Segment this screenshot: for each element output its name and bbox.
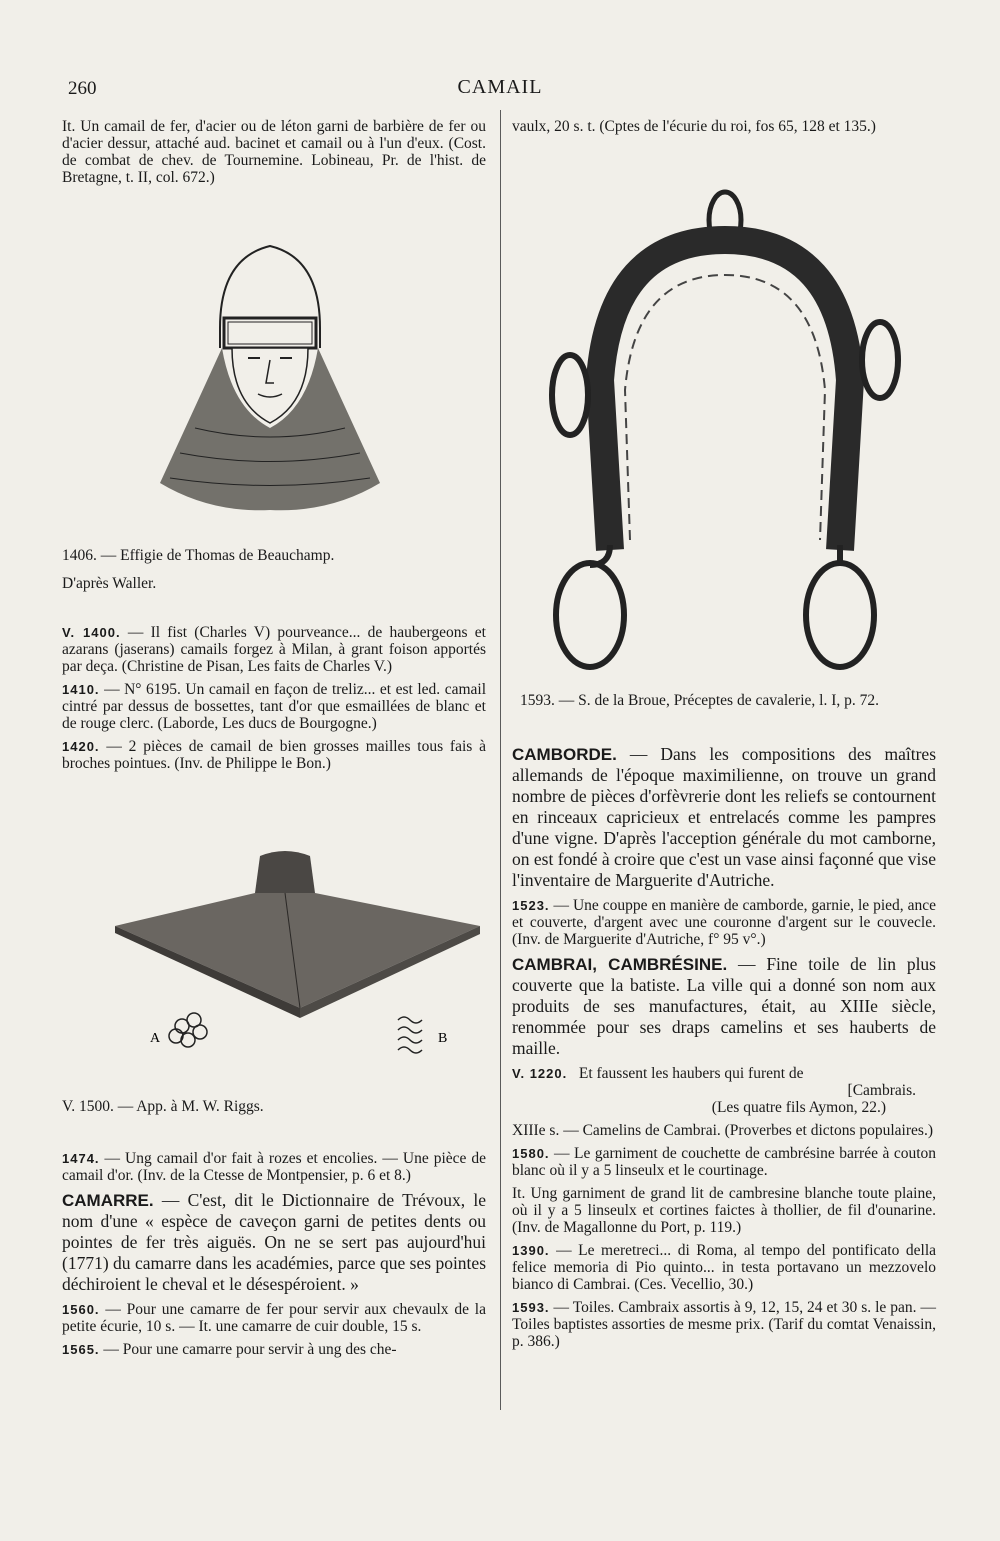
right-caption [520,692,944,715]
running-head: CAMAIL [457,76,543,98]
entry-1410 [62,681,486,732]
entry-text: — Toiles. Cambraix assortis à 9, 12, 15, 24 et 30 s. le pan. — Toiles baptistes assorties de mesme prix. (Tarif du comtat Venaissin, p. 386.) [512,1299,937,1350]
left-entries-1 [62,624,486,778]
entry-1420 [62,738,486,772]
entry-text: — Il fist (Charles V) pourveance... de haubergeons et azarans (jaserans) camails forgez à Milan, à grant foison apportés par deça. (Christine de Pisan, Les faits de Charles V.) [62,624,486,675]
figure-caption-effigy: 1406. — Effigie de Thomas de Beauchamp. [62,547,335,564]
figure-camarre [530,180,930,680]
paragraph-continuation: vaulx, 20 s. t. (Cptes de l'écurie du roi, fos 65, 128 et 135.) [512,118,876,135]
entry-text: — Pour une camarre pour servir à ung des che- [103,1341,397,1358]
entry-year: 1410. [62,682,100,697]
article-text: — Dans les compositions des maîtres allemands de l'époque maximilienne, on trouve un grand nombre de pièces d'orfèvrerie dont les reliefs se contournent en rinceaux capricieux et entrelacés comme les pampres d'une vigne. D'après l'acception générale du mot camborne, on est fondé à croire que c'est un vase ainsi façonné que vise l'inventaire de Marguerite d'Autriche. [512,744,937,890]
entry-1400 [62,624,486,675]
entry-year: 1580. [512,1146,550,1161]
entry-1390 [512,1242,936,1293]
article-camborde [512,744,936,891]
entry-13th-century: XIIIe s. — Camelins de Cambrai. (Proverbes et dictons populaires.) [512,1122,933,1139]
figure-label-a: A [150,1031,161,1046]
article-text: — C'est, dit le Dictionnaire de Trévoux, le nom d'une « espèce de caveçon garni de petites dents ou pointes de fer très aiguës. On ne se sert pas aujourd'hui (1771) du camarre dans les académies, parce que ses pointes déchiroient le cheval et le désespéroient. » [62,1190,487,1294]
entry-year: 1593. [512,1300,550,1315]
right-entries [512,744,936,1356]
figure-camail [110,838,490,1068]
entry-year: 1390. [512,1243,550,1258]
verse-source: (Les quatre fils Aymon, 22.) [711,1099,886,1116]
figure-effigy [150,238,390,518]
entry-text: — Le garniment de couchette de cambrésine barrée à couton blanc où il y a 5 linseulx et le courtinage. [512,1145,937,1179]
figure-caption-camail: V. 1500. — App. à M. W. Riggs. [62,1098,264,1115]
entry-text: — Le meretreci... di Roma, al tempo del pontificato della felice memoria di Pio quinto... in testa portavano un mezzovelo bianco di Cambrai. (Ces. Vecellio, 30.) [512,1242,937,1293]
entry-text: — Ung camail d'or fait à rozes et encolies. — Une pièce de camail d'or. (Inv. de la Ctesse de Montpensier, p. 6 et 8.) [62,1150,487,1184]
entry-1560 [62,1301,486,1335]
entry-1565 [62,1341,486,1358]
column-rule [500,110,501,1410]
page-number: 260 [68,78,97,99]
entry-year: 1474. [62,1151,100,1166]
camail-illustration [110,838,490,1068]
entry-1580 [512,1145,936,1179]
verse-line-1: Et faussent les haubers qui furent de [578,1065,804,1082]
figure-caption-effigy-source: D'après Waller. [62,575,157,592]
entry-1474 [62,1150,486,1184]
entry-item: It. Ung garniment de grand lit de cambresine blanche toute plaine, où il y a 5 linseulx et cortines faictes à thollier, de fil d'ounarine. (Inv. de Magallonne du Port, p. 119.) [512,1185,936,1236]
entry-year: V. 1220. [512,1066,568,1081]
article-text: — Fine toile de lin plus couverte que la batiste. La ville qui a donné son nom aux produits de ses manufactures, était, au XIIIe siècle, renommée pour ses draps camelins et ses hauberts de maille. [512,954,936,1058]
verse-line-2: [Cambrais. [847,1082,916,1099]
entry-1593 [512,1299,936,1350]
figure-caption-camarre: 1593. — S. de la Broue, Préceptes de cavalerie, l. I, p. 72. [520,692,879,709]
entry-1220 [512,1065,936,1082]
entry-year: 1523. [512,898,550,913]
entry-text: — N° 6195. Un camail en façon de treliz... et est led. camail cintré par dessus de bossettes, tant d'or que esmaillées de blanc et de rouge clerc. (Laborde, Les ducs de Bourgogne.) [62,681,487,732]
entry-year: 1420. [62,739,100,754]
figure-label-b: B [438,1031,448,1046]
left-caption-2 [62,1096,486,1124]
entry-year: V. 1400. [62,625,121,640]
entry-text: — 2 pièces de camail de bien grosses mailles tous fais à broches pointues. (Inv. de Philippe le Bon.) [62,738,487,772]
effigy-illustration [150,238,390,518]
left-caption-1 [62,545,486,601]
entry-text: — Pour une camarre de fer pour servir aux chevaulx de la petite écurie, 10 s. — It. une camarre de cuir double, 15 s. [62,1301,486,1335]
article-camarre [62,1190,486,1295]
left-column-top [62,118,486,192]
entry-text: — Une couppe en manière de camborde, garnie, le pied, ance et couverte, d'argent avec une couronne d'argent sur le couvecle. (Inv. de Marguerite d'Autriche, f° 95 v°.) [512,897,936,948]
right-column-top [512,118,936,141]
entry-year: 1565. [62,1342,100,1357]
left-entries-2 [62,1150,486,1364]
paragraph-cost-combat: It. Un camail de fer, d'acier ou de léton garni de barbière de fer ou d'acier dessur, attaché aud. bacinet et camail ou à l'un d'eux. (Cost. de combat de chev. de Tournemine. Lobineau, Pr. de l'hist. de Bretagne, t. II, col. 672.) [62,118,486,186]
entry-1523 [512,897,936,948]
article-cambrai [512,954,936,1059]
article-headword: CAMBORDE. [512,745,617,764]
camarre-illustration [530,180,930,680]
article-headword: CAMARRE. [62,1191,154,1210]
entry-year: 1560. [62,1302,100,1317]
article-headword: CAMBRAI, CAMBRÉSINE. [512,955,728,974]
